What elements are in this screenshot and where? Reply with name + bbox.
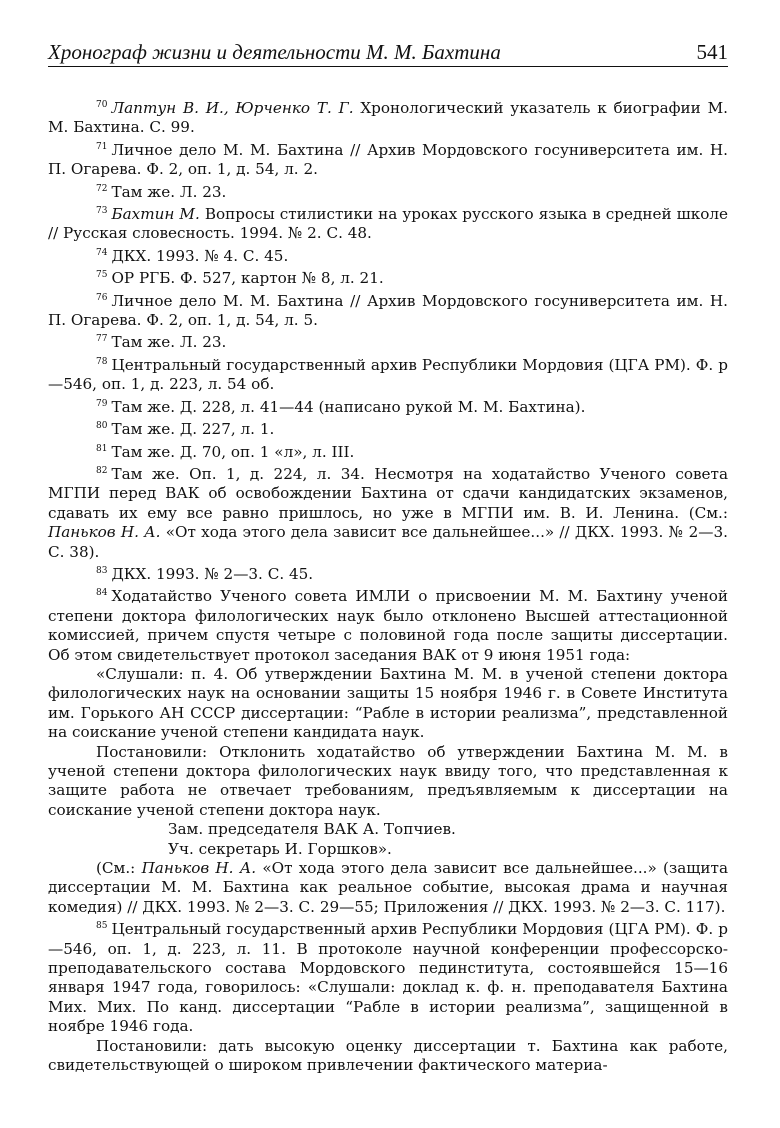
footnote-text: Вопросы стилистики на уроках русского языка в средней школе // Русская словесность. 1994. № 2. С. 48. [48,205,728,243]
footnote-text: Там же. Л. 23. [111,333,227,352]
footnote-text: Хронологический указатель к биографии М. М. Бахтина. С. 99. [48,99,729,137]
footnote-76 [48,289,728,331]
footnote-83 [48,562,728,584]
footnote-author: Паньков Н. А. [48,523,161,542]
notes-list [48,96,728,462]
footnote-text: Личное дело М. М. Бахтина // Архив Мордовского госуниверситета им. Н. П. Огарева. Ф. 2, оп. 1, д. 54, л. 2. [48,140,728,179]
reference-text: «От хода этого дела зависит все дальнейшее...» (защита диссертации М. М. Бахтина как реальное событие, высокая драма и научная комедия) // ДКХ. 1993. № 2—3. С. 29—55; Приложения // ДКХ. 1993. № 2—3. С. 117). [48,859,728,916]
footnote-author: Лаптун В. И., Юрченко Т. Г. [111,99,354,117]
footnote-81 [48,440,728,462]
footnote-text: Там же. Л. 23. [111,182,227,201]
footnote-85 [48,917,728,1036]
footnote-78 [48,353,728,395]
footnote-number: 71 [96,141,108,152]
footnote-number: 74 [96,247,108,258]
footnote-number: 81 [96,443,108,454]
footnote-77 [48,330,728,352]
footnote-number: 72 [96,183,108,194]
footnote-text: Там же. Д. 227, л. 1. [111,420,275,439]
footnote-number: 80 [96,421,108,432]
footnote-75 [48,266,728,288]
reference-author: Паньков Н. А. [141,859,257,878]
footnote-number: 73 [96,206,108,217]
signature-chairman: Зам. председателя ВАК А. Топчиев. [168,820,456,839]
footnote-number: 79 [96,398,108,409]
protocol-quote-heard: «Слушали: п. 4. Об утверждении Бахтина М. М. в ученой степени доктора филологических наук на основании защиты 15 ноября 1946 г. в Совете Института им. Горького АН СССР диссертации: “Рабле в истории реализма”, представленной на соискание ученой степени кандидата наук. [48,664,728,742]
footnote-82 [48,462,728,562]
footnote-71 [48,138,728,180]
signature-secretary: Уч. секретарь И. Горшков». [168,839,392,858]
footnote-text: Личное дело М. М. Бахтина // Архив Мордовского госуниверситета им. Н. П. Огарева. Ф. 2, оп. 1, д. 54, л. 5. [48,291,728,330]
page-number: 541 [696,40,728,64]
footnote-70 [48,96,728,138]
footnote-text: Центральный государственный архив Республики Мордовия (ЦГА РМ). Ф. р—546, оп. 1, д. 223, л. 11. В протоколе научной конференции профессорско-преподавательского состава Мордовского пединститута, состоявшейся 15—16 января 1947 года, говорилось: «Слушали: доклад к. ф. н. преподавателя Бахтина Мих. Мих. По канд. диссертации “Рабле в истории реализма”, защищенной в ноябре 1946 года. [48,920,728,1036]
footnote-text: ДКХ. 1993. № 2—3. С. 45. [111,564,314,583]
footnote-number: 77 [96,334,108,345]
footnote-text: Ходатайство Ученого совета ИМЛИ о присвоении М. М. Бахтину ученой степени доктора филологических наук было отклонено Высшей аттестационной комиссией, причем спустя четыре с половиной года после защиты диссертации. Об этом свидетельствует протокол заседания ВАК от 9 июня 1951 года: [48,587,728,664]
footnote-text: Там же. Д. 70, оп. 1 «л», л. III. [111,442,355,461]
running-header [48,36,728,67]
footnote-number: 85 [96,921,108,932]
footnote-number: 75 [96,270,108,281]
footnote-85-decision: Постановили: дать высокую оценку диссертации т. Бахтина как работе, свидетельствующей о широком привлечении фактического материа- [48,1036,728,1075]
footnote-author: Бахтин М. [111,205,200,224]
footnote-84-reference [48,859,728,917]
running-title: Хронограф жизни и деятельности М. М. Бахтина [48,40,501,64]
footnote-number: 76 [96,292,108,303]
footnote-79 [48,395,728,417]
footnote-text: ДКХ. 1993. № 4. С. 45. [111,246,289,265]
footnote-74 [48,244,728,266]
footnote-text: Там же. Оп. 1, д. 224, л. 34. Несмотря на ходатайство Ученого совета МГПИ перед ВАК об освобождении Бахтина от сдачи кандидатских экзаменов, сдавать их ему все равно пришлось, но уже в МГПИ им. В. И. Ленина. (См.: [48,464,728,522]
footnote-number: 82 [96,465,108,476]
footnote-72 [48,180,728,202]
footnote-84 [48,584,728,665]
footnotes-body [48,96,728,1076]
footnote-80 [48,417,728,439]
footnote-73 [48,202,728,244]
footnote-number: 70 [96,100,108,110]
footnote-text: Там же. Д. 228, л. 41—44 (написано рукой М. М. Бахтина). [111,397,586,416]
footnote-number: 83 [96,565,108,576]
protocol-quote-decided: Постановили: Отклонить ходатайство об утверждении Бахтина М. М. в ученой степени доктора филологических наук ввиду того, что представленная к защите работа не отвечает требованиям, предъявляемым к диссертации на соискание ученой степени доктора наук. [48,742,728,819]
footnote-text: Центральный государственный архив Республики Мордовия (ЦГА РМ). Ф. р—546, оп. 1, д. 223, л. 54 об. [48,355,728,394]
footnote-number: 78 [96,356,108,367]
footnote-text: ОР РГБ. Ф. 527, картон № 8, л. 21. [111,269,384,288]
footnote-number: 84 [96,588,108,599]
reference-text: (См.: [96,859,142,878]
footnote-text: «От хода этого дела зависит все дальнейшее...» // ДКХ. 1993. № 2—3. С. 38). [48,523,728,561]
